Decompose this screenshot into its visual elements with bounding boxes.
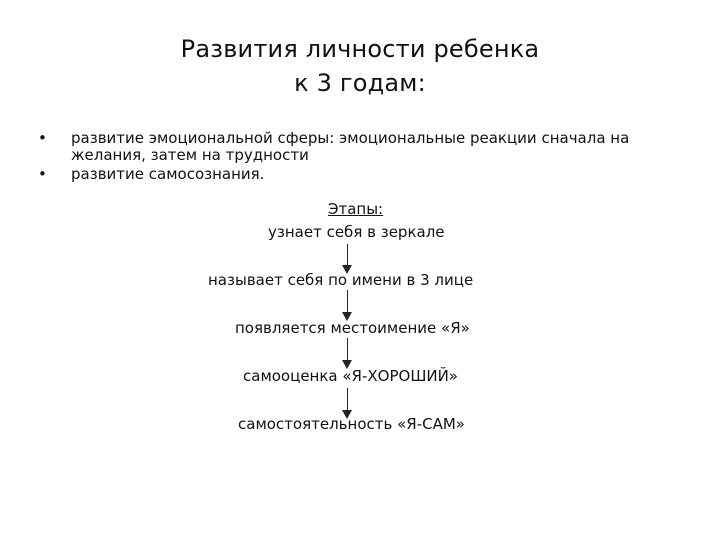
title-line-2: к 3 годам: [294, 69, 426, 97]
bullet-marker: • [38, 129, 47, 147]
title-line-1: Развития личности ребенка [180, 35, 540, 63]
stage-step-1: узнает себя в зеркале [268, 223, 445, 241]
stage-step-3: появляется местоимение «Я» [235, 319, 470, 337]
bullet-text: развитие самосознания. [71, 165, 265, 183]
stage-step-5: самостоятельность «Я-САМ» [238, 415, 465, 433]
bullet-marker: • [38, 165, 47, 183]
stage-step-4: самооценка «Я-ХОРОШИЙ» [243, 367, 458, 385]
down-arrow-icon [342, 338, 354, 370]
down-arrow-icon [342, 244, 354, 274]
down-arrow-icon [342, 290, 354, 322]
bullet-text: развитие эмоциональной сферы: эмоциональные реакции сначала на желания, затем на трудности [71, 129, 630, 164]
stage-step-2: называет себя по имени в 3 лице [208, 271, 474, 289]
stages-heading: Этапы: [328, 200, 384, 218]
